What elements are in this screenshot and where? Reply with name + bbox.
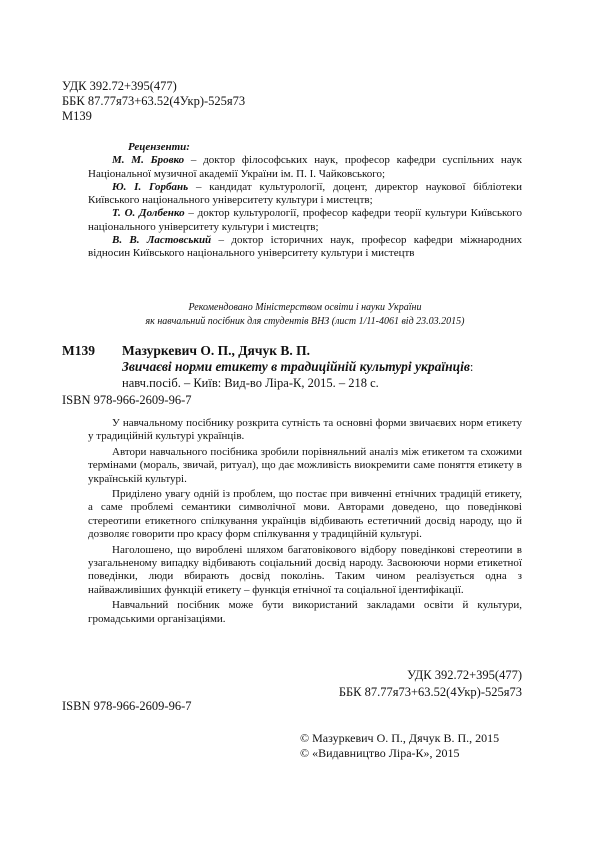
isbn: ISBN 978-966-2609-96-7 bbox=[62, 393, 192, 407]
classification-header bbox=[62, 79, 245, 124]
bbk-code-bottom: ББК 87.77я73+63.52(4Укр)-525я73 bbox=[338, 685, 522, 699]
reviewer-name: Т. О. Долбенко bbox=[112, 207, 185, 220]
reviewer-name: Ю. І. Горбань bbox=[112, 180, 189, 193]
ministry-recommendation bbox=[88, 301, 522, 329]
reviewer-name: В. В. Ластовський bbox=[112, 234, 212, 247]
isbn-bottom: ISBN 978-966-2609-96-7 bbox=[62, 699, 192, 713]
recommendation-line-1: Рекомендовано Міністерством освіти і науки України bbox=[188, 302, 422, 313]
reviewer-desc: – доктор філософських наук, професор кафедри суспільних наук Національної музичної академії України ім. П. І. Чайковського; bbox=[88, 154, 522, 180]
reviewers-title: Рецензенти: bbox=[128, 141, 190, 153]
reviewer-desc: – кандидат культурології, доцент, директор наукової бібліотеки Київського національного університету культури і мистецтв; bbox=[88, 180, 522, 207]
entry-title: Звичаєві норми етикету в традиційній культурі українців bbox=[122, 359, 470, 374]
reviewer-item bbox=[88, 154, 522, 181]
reviewer-desc: – доктор культурології, професор кафедри теорії культури Київського національного університету культури і мистецтв; bbox=[88, 207, 522, 233]
copyright-authors: © Мазуркевич О. П., Дячук В. П., 2015 bbox=[300, 731, 500, 745]
annotation bbox=[88, 417, 522, 628]
bibliographic-entry bbox=[122, 343, 522, 391]
udk-code: УДК 392.72+395(477) bbox=[62, 79, 177, 93]
copyright-publisher: © «Видавництво Ліра-К», 2015 bbox=[300, 745, 460, 760]
reviewer-item bbox=[88, 207, 522, 234]
annotation-paragraph: У навчальному посібнику розкрита сутність та основні форми звичаєвих норм етикету у традиційній культурі українців. bbox=[88, 417, 522, 443]
entry-title-line bbox=[122, 359, 522, 391]
annotation-paragraph: Приділено увагу одній із проблем, що постає при вивченні етнічних традицій етикету, а саме проблемі семантики символічної мови. Авторами доведено, що поведінкові стереотипи етикетного спілкування українців відбивають естетичний досвід народу, що й дозволяє говорити про красу форм спілкування у традиційній культурі. bbox=[88, 488, 522, 541]
bbk-code: ББК 87.77я73+63.52(4Укр)-525я73 bbox=[62, 94, 246, 108]
author-mark: М139 bbox=[62, 109, 92, 123]
recommendation-line-2: як навчальний посібник для студентів ВНЗ (лист 1/11-4061 від 23.03.2015) bbox=[145, 316, 465, 327]
entry-authors: Мазуркевич О. П., Дячук В. П. bbox=[122, 343, 310, 358]
udk-code-bottom: УДК 392.72+395(477) bbox=[407, 668, 522, 682]
reviewer-name: М. М. Бровко bbox=[112, 154, 185, 167]
reviewer-item bbox=[88, 181, 522, 208]
reviewer-desc: – доктор історичних наук, професор кафедри міжнародних відносин Київського національного університету культури і мистецтв bbox=[88, 234, 522, 260]
copyright-block bbox=[300, 731, 522, 760]
reviewers-block bbox=[88, 141, 522, 261]
classification-footer bbox=[300, 667, 522, 701]
annotation-paragraph: Навчальний посібник може бути використаний закладами освіти й культури, громадськими організаціями. bbox=[88, 599, 522, 625]
annotation-paragraph: Наголошено, що вироблені шляхом багатовікового відбору поведінкові стереотипи в узагальненому випадку відбивають соціальний досвід народу. Засвоюючи норми етикетної поведінки, люди вбирають досвід поколінь. Таким чином реалізується одна з найважливіших функцій етикету – функція етнічної та соціальної ідентифікації. bbox=[88, 543, 522, 596]
annotation-paragraph: Автори навчального посібника зробили порівняльний аналіз між етикетом та схожими термінами (мораль, звичай, ритуал), що дає можливість виокремити саме поняття етикету в українській культурі. bbox=[88, 445, 522, 485]
entry-code: М139 bbox=[62, 343, 95, 358]
entry-imprint: : навч.посіб. – Київ: Вид-во Ліра-К, 2015. – 218 с. bbox=[122, 360, 474, 390]
reviewer-item bbox=[88, 234, 522, 261]
